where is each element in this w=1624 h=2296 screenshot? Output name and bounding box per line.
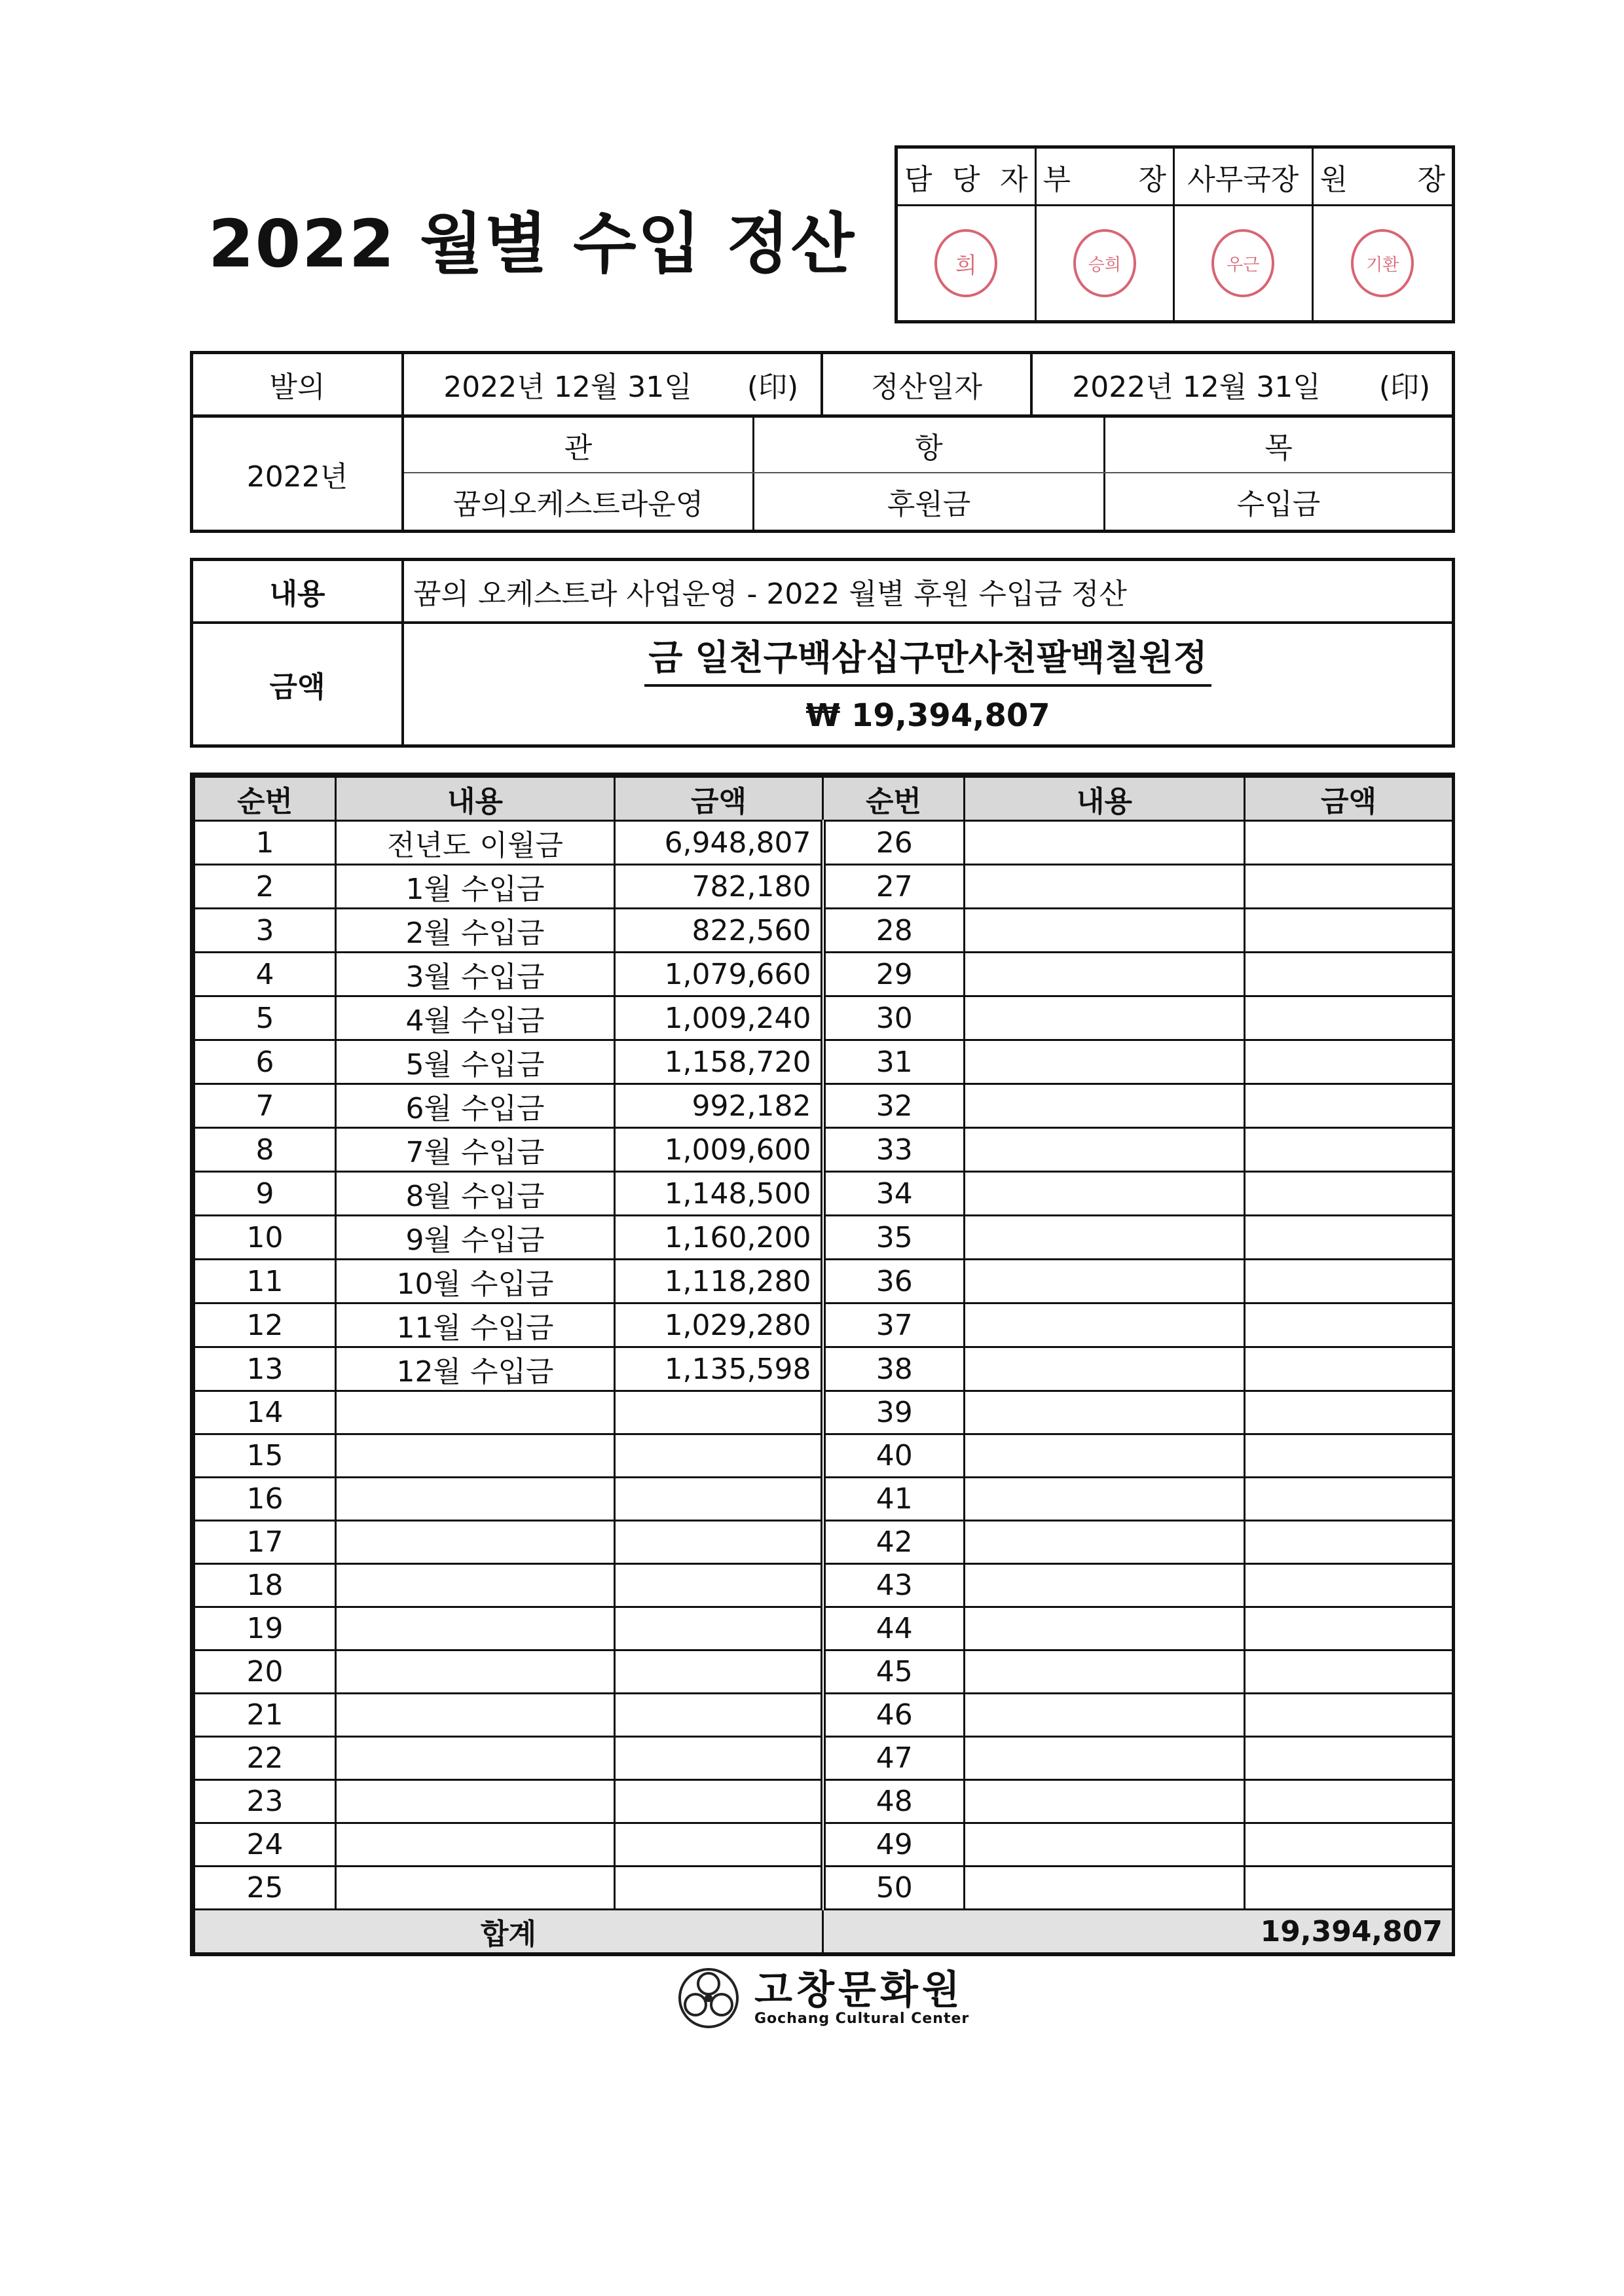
row-desc-right xyxy=(965,1172,1245,1216)
row-seq-left: 6 xyxy=(194,1040,336,1084)
table-row xyxy=(194,1303,1453,1347)
row-desc-left xyxy=(336,1780,615,1823)
row-amount-right xyxy=(1245,821,1453,865)
approval-header-text: 자 xyxy=(999,162,1028,196)
row-desc-left xyxy=(336,1867,615,1910)
seal-stamp: 승희 xyxy=(1073,229,1136,297)
row-seq-right: 41 xyxy=(823,1478,965,1521)
row-seq-left: 22 xyxy=(194,1737,336,1780)
row-desc-left xyxy=(336,1564,615,1607)
row-seq-right: 30 xyxy=(823,996,965,1040)
row-desc-left: 1월 수입금 xyxy=(336,865,615,909)
row-desc-right xyxy=(965,1434,1245,1478)
approval-sign-cell xyxy=(1175,206,1314,320)
row-amount-left: 6,948,807 xyxy=(615,821,823,865)
row-desc-right xyxy=(965,1607,1245,1650)
amount-in-words xyxy=(404,627,1452,689)
row-seq-right: 27 xyxy=(823,865,965,909)
row-desc-left: 9월 수입금 xyxy=(336,1216,615,1260)
approval-header-text: 원 xyxy=(1320,162,1348,196)
row-amount-right xyxy=(1245,1347,1453,1391)
row-desc-left: 7월 수입금 xyxy=(336,1128,615,1172)
row-seq-right: 48 xyxy=(823,1780,965,1823)
table-row xyxy=(194,1564,1453,1607)
value-gwan: 꿈의오케스트라운영 xyxy=(452,488,704,521)
amount-label: 금액 xyxy=(269,670,325,704)
row-seq-left: 24 xyxy=(194,1823,336,1867)
row-amount-left xyxy=(615,1521,823,1564)
row-amount-left: 1,158,720 xyxy=(615,1040,823,1084)
ledger-header-row xyxy=(194,777,1453,821)
value-hang: 후원금 xyxy=(887,488,971,521)
approval-header-text: 장 xyxy=(1138,162,1166,196)
row-amount-left: 1,160,200 xyxy=(615,1216,823,1260)
row-amount-right xyxy=(1245,1260,1453,1303)
row-desc-left: 12월 수입금 xyxy=(336,1347,615,1391)
content-label: 내용 xyxy=(269,577,325,611)
row-amount-left: 1,009,240 xyxy=(615,996,823,1040)
settle-seal-mark: (印) xyxy=(1378,371,1431,404)
row-seq-left: 23 xyxy=(194,1780,336,1823)
row-amount-right xyxy=(1245,1780,1453,1823)
row-amount-right xyxy=(1245,1564,1453,1607)
row-amount-right xyxy=(1245,1478,1453,1521)
row-desc-left: 전년도 이월금 xyxy=(336,821,615,865)
table-row xyxy=(194,1084,1453,1128)
approval-header-director xyxy=(1314,149,1452,206)
row-desc-left: 11월 수입금 xyxy=(336,1303,615,1347)
row-seq-left: 16 xyxy=(194,1478,336,1521)
row-seq-right: 45 xyxy=(823,1650,965,1694)
row-seq-right: 44 xyxy=(823,1607,965,1650)
table-row xyxy=(194,1260,1453,1303)
row-seq-right: 50 xyxy=(823,1867,965,1910)
row-amount-right xyxy=(1245,1737,1453,1780)
row-amount-left xyxy=(615,1478,823,1521)
approval-box xyxy=(895,145,1455,323)
row-seq-right: 36 xyxy=(823,1260,965,1303)
row-amount-left: 782,180 xyxy=(615,865,823,909)
row-amount-right xyxy=(1245,953,1453,996)
row-amount-right xyxy=(1245,1128,1453,1172)
row-seq-left: 20 xyxy=(194,1650,336,1694)
table-row xyxy=(194,996,1453,1040)
table-row xyxy=(194,1867,1453,1910)
row-seq-right: 29 xyxy=(823,953,965,996)
row-seq-left: 25 xyxy=(194,1867,336,1910)
row-amount-right xyxy=(1245,909,1453,953)
row-desc-left xyxy=(336,1737,615,1780)
table-row xyxy=(194,1128,1453,1172)
approval-header-secretary xyxy=(1175,149,1314,206)
row-desc-right xyxy=(965,1084,1245,1128)
row-seq-right: 28 xyxy=(823,909,965,953)
row-desc-right xyxy=(965,1478,1245,1521)
row-desc-left: 10월 수입금 xyxy=(336,1260,615,1303)
row-seq-right: 37 xyxy=(823,1303,965,1347)
row-amount-left: 1,079,660 xyxy=(615,953,823,996)
table-row xyxy=(194,1434,1453,1478)
org-name-english: Gochang Cultural Center xyxy=(754,2010,970,2027)
org-footer xyxy=(674,1964,969,2032)
row-seq-right: 42 xyxy=(823,1521,965,1564)
row-desc-right xyxy=(965,1694,1245,1737)
row-desc-left: 8월 수입금 xyxy=(336,1172,615,1216)
row-seq-left: 5 xyxy=(194,996,336,1040)
row-amount-left: 1,135,598 xyxy=(615,1347,823,1391)
approval-header-text: 담 xyxy=(904,162,932,196)
row-amount-right xyxy=(1245,1823,1453,1867)
approval-header-staff xyxy=(898,149,1037,206)
table-row xyxy=(194,1216,1453,1260)
row-desc-right xyxy=(965,1128,1245,1172)
table-row xyxy=(194,1347,1453,1391)
row-amount-right xyxy=(1245,1303,1453,1347)
row-amount-left: 1,029,280 xyxy=(615,1303,823,1347)
row-desc-right xyxy=(965,821,1245,865)
row-desc-right xyxy=(965,1564,1245,1607)
row-seq-left: 18 xyxy=(194,1564,336,1607)
row-seq-right: 34 xyxy=(823,1172,965,1216)
row-desc-left xyxy=(336,1694,615,1737)
row-amount-right xyxy=(1245,996,1453,1040)
row-desc-right xyxy=(965,1737,1245,1780)
row-amount-left: 822,560 xyxy=(615,909,823,953)
row-amount-left: 992,182 xyxy=(615,1084,823,1128)
settle-date: 2022년 12월 31일 xyxy=(1072,371,1321,404)
row-desc-right xyxy=(965,1040,1245,1084)
row-desc-left xyxy=(336,1391,615,1434)
row-seq-left: 10 xyxy=(194,1216,336,1260)
row-seq-right: 46 xyxy=(823,1694,965,1737)
row-amount-right xyxy=(1245,1867,1453,1910)
fiscal-year: 2022년 xyxy=(246,460,348,494)
row-seq-left: 8 xyxy=(194,1128,336,1172)
row-desc-left xyxy=(336,1434,615,1478)
row-seq-right: 47 xyxy=(823,1737,965,1780)
document-title: 2022 월별 수입 정산 xyxy=(208,206,856,282)
total-value: 19,394,807 xyxy=(823,1910,1453,1954)
row-desc-left: 3월 수입금 xyxy=(336,953,615,996)
table-row xyxy=(194,1391,1453,1434)
table-row xyxy=(194,1737,1453,1780)
row-desc-left xyxy=(336,1521,615,1564)
table-row xyxy=(194,1823,1453,1867)
row-desc-left xyxy=(336,1478,615,1521)
header-gwan: 관 xyxy=(564,431,593,465)
row-seq-right: 40 xyxy=(823,1434,965,1478)
approval-header-text: 장 xyxy=(1417,162,1445,196)
row-seq-left: 3 xyxy=(194,909,336,953)
row-desc-right xyxy=(965,909,1245,953)
row-amount-right xyxy=(1245,1391,1453,1434)
proposal-date: 2022년 12월 31일 xyxy=(443,371,692,404)
row-desc-left: 2월 수입금 xyxy=(336,909,615,953)
row-seq-right: 31 xyxy=(823,1040,965,1084)
approval-header-manager xyxy=(1037,149,1175,206)
row-amount-left xyxy=(615,1564,823,1607)
table-row xyxy=(194,1607,1453,1650)
row-seq-left: 21 xyxy=(194,1694,336,1737)
row-desc-right xyxy=(965,865,1245,909)
row-seq-left: 17 xyxy=(194,1521,336,1564)
table-row xyxy=(194,1478,1453,1521)
col-header-desc: 내용 xyxy=(965,777,1245,821)
row-seq-left: 14 xyxy=(194,1391,336,1434)
org-logo-icon xyxy=(674,1964,743,2032)
table-row xyxy=(194,953,1453,996)
row-amount-right xyxy=(1245,1434,1453,1478)
row-seq-left: 7 xyxy=(194,1084,336,1128)
row-amount-right xyxy=(1245,1172,1453,1216)
approval-sign-cell xyxy=(1037,206,1175,320)
table-row xyxy=(194,821,1453,865)
row-amount-left xyxy=(615,1650,823,1694)
row-seq-left: 12 xyxy=(194,1303,336,1347)
row-amount-left xyxy=(615,1434,823,1478)
row-seq-left: 11 xyxy=(194,1260,336,1303)
row-desc-left: 6월 수입금 xyxy=(336,1084,615,1128)
row-amount-left xyxy=(615,1607,823,1650)
table-row xyxy=(194,1040,1453,1084)
table-row xyxy=(194,1521,1453,1564)
row-amount-right xyxy=(1245,1216,1453,1260)
approval-header-text: 당 xyxy=(951,162,980,196)
row-desc-right xyxy=(965,1216,1245,1260)
row-seq-right: 26 xyxy=(823,821,965,865)
row-seq-right: 39 xyxy=(823,1391,965,1434)
row-amount-left xyxy=(615,1823,823,1867)
row-desc-right xyxy=(965,996,1245,1040)
row-amount-right xyxy=(1245,865,1453,909)
table-row xyxy=(194,1694,1453,1737)
amount-in-words-text: 금 일천구백삼십구만사천팔백칠원정 xyxy=(644,630,1211,687)
row-seq-right: 32 xyxy=(823,1084,965,1128)
row-desc-left: 4월 수입금 xyxy=(336,996,615,1040)
col-header-seq: 순번 xyxy=(823,777,965,821)
approval-sign-cell xyxy=(898,206,1037,320)
header-mok: 목 xyxy=(1264,431,1293,465)
row-desc-left xyxy=(336,1650,615,1694)
row-amount-left xyxy=(615,1780,823,1823)
row-desc-right xyxy=(965,1391,1245,1434)
amount-numeric: ₩ 19,394,807 xyxy=(805,697,1050,734)
row-desc-right xyxy=(965,953,1245,996)
col-header-amount: 금액 xyxy=(615,777,823,821)
row-amount-right xyxy=(1245,1521,1453,1564)
table-row xyxy=(194,1172,1453,1216)
row-seq-left: 13 xyxy=(194,1347,336,1391)
row-seq-left: 2 xyxy=(194,865,336,909)
approval-sign-cell xyxy=(1314,206,1452,320)
row-desc-right xyxy=(965,1823,1245,1867)
proposal-seal-mark: (印) xyxy=(747,371,799,404)
row-amount-right xyxy=(1245,1040,1453,1084)
row-amount-right xyxy=(1245,1694,1453,1737)
row-seq-left: 9 xyxy=(194,1172,336,1216)
row-amount-right xyxy=(1245,1084,1453,1128)
table-row xyxy=(194,909,1453,953)
row-amount-left: 1,118,280 xyxy=(615,1260,823,1303)
row-amount-left xyxy=(615,1737,823,1780)
value-mok: 수입금 xyxy=(1236,488,1321,521)
table-row xyxy=(194,865,1453,909)
row-desc-right xyxy=(965,1521,1245,1564)
proposal-label: 발의 xyxy=(269,371,325,404)
row-desc-right xyxy=(965,1303,1245,1347)
row-seq-right: 38 xyxy=(823,1347,965,1391)
org-name-korean: 고창문화원 xyxy=(754,1967,964,2013)
row-seq-left: 1 xyxy=(194,821,336,865)
row-amount-left xyxy=(615,1694,823,1737)
date-row xyxy=(193,354,1452,418)
row-seq-right: 43 xyxy=(823,1564,965,1607)
header-hang: 항 xyxy=(915,431,943,465)
row-seq-left: 15 xyxy=(194,1434,336,1478)
approval-header-text: 사무국장 xyxy=(1187,162,1299,196)
table-row xyxy=(194,1780,1453,1823)
row-desc-right xyxy=(965,1347,1245,1391)
row-seq-left: 19 xyxy=(194,1607,336,1650)
row-amount-left: 1,148,500 xyxy=(615,1172,823,1216)
col-header-seq: 순번 xyxy=(194,777,336,821)
content-description: 꿈의 오케스트라 사업운영 - 2022 월별 후원 수입금 정산 xyxy=(413,577,1127,611)
row-desc-left: 5월 수입금 xyxy=(336,1040,615,1084)
row-seq-right: 49 xyxy=(823,1823,965,1867)
row-amount-left xyxy=(615,1867,823,1910)
total-row xyxy=(194,1910,1453,1954)
seal-stamp: 희 xyxy=(934,229,997,297)
row-desc-right xyxy=(965,1867,1245,1910)
row-seq-right: 33 xyxy=(823,1128,965,1172)
seal-stamp: 기환 xyxy=(1351,229,1414,297)
row-amount-left: 1,009,600 xyxy=(615,1128,823,1172)
seal-stamp: 우근 xyxy=(1211,229,1274,297)
row-desc-right xyxy=(965,1260,1245,1303)
row-desc-left xyxy=(336,1607,615,1650)
budget-info-box xyxy=(190,351,1455,533)
approval-header-text: 부 xyxy=(1043,162,1071,196)
row-seq-left: 4 xyxy=(194,953,336,996)
table-row xyxy=(194,1650,1453,1694)
row-desc-right xyxy=(965,1650,1245,1694)
row-amount-left xyxy=(615,1391,823,1434)
col-header-desc: 내용 xyxy=(336,777,615,821)
ledger-table xyxy=(190,773,1455,1956)
row-desc-right xyxy=(965,1780,1245,1823)
row-desc-left xyxy=(336,1823,615,1867)
row-amount-right xyxy=(1245,1607,1453,1650)
col-header-amount: 금액 xyxy=(1245,777,1453,821)
row-amount-right xyxy=(1245,1650,1453,1694)
total-label: 합계 xyxy=(194,1910,823,1954)
settle-label: 정산일자 xyxy=(870,371,982,404)
row-seq-right: 35 xyxy=(823,1216,965,1260)
content-amount-box xyxy=(190,558,1455,748)
